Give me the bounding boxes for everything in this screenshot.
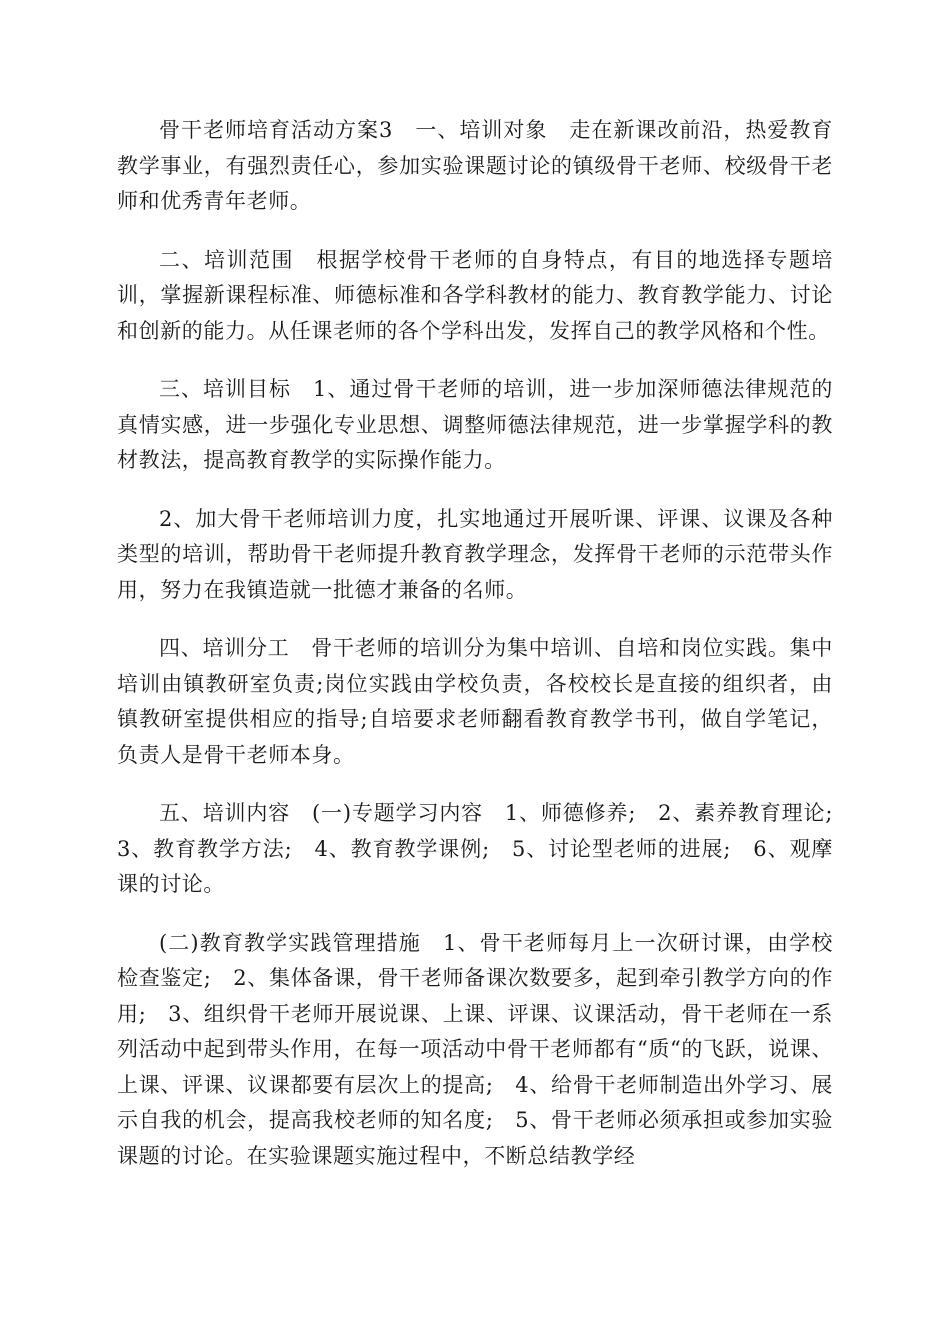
- paragraph-5: 四、培训分工 骨干老师的培训分为集中培训、自培和岗位实践。集中培训由镇教研室负责;岗位实践由学校负责，各校校长是直接的组织者，由镇教研室提供相应的指导;自培要求老师翻看教育教学书刊，做自学笔记，负责人是骨干老师本身。: [117, 636, 833, 767]
- paragraph-7: (二)教育教学实践管理措施 1、骨干老师每月上一次研讨课，由学校检查鉴定; 2、集体备课，骨干老师备课次数要多，起到牵引教学方向的作用; 3、组织骨干老师开展说课、上课、评课、议课活动，骨干老师在一系列活动中起到带头作用，在每一项活动中骨干老师都有“质“的飞跃，说课、上课、评课、议课都要有层次上的提高; 4、给骨干老师制造出外学习、展示自我的机会，提高我校老师的知名度; 5、骨干老师必须承担或参加实验课题的讨论。在实验课题实施过程中，不断总结教学经: [117, 930, 833, 1168]
- paragraph-1: 骨干老师培育活动方案3 一、培训对象 走在新课改前沿，热爱教育教学事业，有强烈责任心，参加实验课题讨论的镇级骨干老师、校级骨干老师和优秀青年老师。: [117, 118, 833, 213]
- paragraph-4: 2、加大骨干老师培训力度，扎实地通过开展听课、评课、议课及各种类型的培训，帮助骨干老师提升教育教学理念，发挥骨干老师的示范带头作用，努力在我镇造就一批德才兼备的名师。: [117, 506, 833, 602]
- paragraph-6: 五、培训内容 (一)专题学习内容 1、师德修养; 2、素养教育理论; 3、教育教学方法; 4、教育教学课例; 5、讨论型老师的进展; 6、观摩课的讨论。: [117, 801, 855, 896]
- paragraph-2: 二、培训范围 根据学校骨干老师的自身特点，有目的地选择专题培训，掌握新课程标准、师德标准和各学科教材的能力、教育教学能力、讨论和创新的能力。从任课老师的各个学科出发，发挥自己的教学风格和个性。: [117, 247, 833, 343]
- document-body: [117, 113, 855, 1197]
- paragraph-3: 三、培训目标 1、通过骨干老师的培训，进一步加深师德法律规范的真情实感，进一步强化专业思想、调整师德法律规范，进一步掌握学科的教材教法，提高教育教学的实际操作能力。: [117, 377, 833, 472]
